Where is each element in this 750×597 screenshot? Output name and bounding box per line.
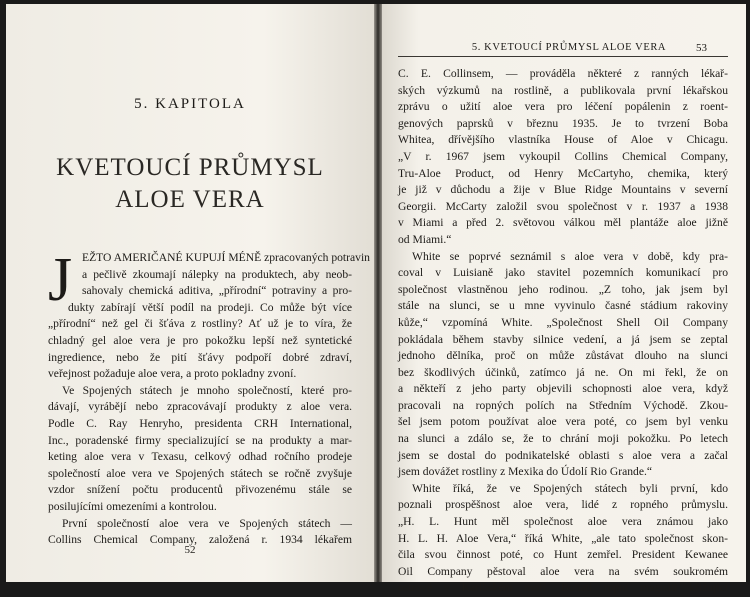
chapter-label: 5. KAPITOLA	[134, 96, 246, 112]
text-line: Tru-Aloe Product, od Henry McCartyho, chemika, který	[398, 166, 728, 180]
text-line: v Miami a před 2. světovou válkou měl plantáže aloe jižně	[398, 216, 728, 230]
text-line: chladný gel aloe vera je pro pokožku lepší než syntetické	[48, 333, 352, 347]
text-line: genových paprsků v březnu 1935. Je to tvrzení Boba	[398, 116, 728, 130]
text-line: čila svou činnost poté, co Hunt zemřel. President Kewanee	[398, 548, 728, 562]
running-head: 5. KVETOUCÍ PRŮMYSL ALOE VERA	[471, 42, 667, 53]
text-line: ostrově v Karibském moři. Bohatí ropní magnáti křižující	[398, 581, 728, 595]
text-line: dávají, vyrábějí nebo zpracovávají produkty z aloe vera.	[48, 400, 352, 414]
text-line: „přírodní“ než gel či šťáva z rostliny? Ať už je to víra, že	[48, 317, 352, 331]
right-page	[382, 4, 746, 595]
text-line: vzdor snížení počtu producentů přivozenému stále se	[48, 483, 352, 497]
text-line: veřejnost požaduje aloe vera, a proto pokladny zvoní.	[48, 367, 297, 381]
text-line: Podle C. Ray Henryho, presidenta CRH International,	[48, 416, 352, 430]
text-line: „V r. 1967 jsem vykoupil Collins Chemical Company,	[398, 149, 728, 163]
text-line: společností aloe vera ve Spojených státech se ročně zvyšuje	[48, 466, 352, 480]
text-line: poznali prospěšnost aloe vera, lidé z ropného průmyslu.	[398, 498, 728, 512]
text-line: Whitea, dřívějšího vlastníka House of Aloe v Chicagu.	[398, 133, 728, 147]
page-number-right: 53	[696, 42, 707, 54]
text-line: sahovaly chemická aditiva, „přírodní“ potraviny a pro-	[82, 284, 352, 298]
text-line: na slunci a zdálo se, že to chrání moji pokožku. Po letech	[398, 432, 728, 446]
chapter-title-line-1: KVETOUCÍ PRŮMYSL	[56, 154, 324, 181]
left-page	[6, 4, 374, 582]
page-number-left: 52	[184, 544, 196, 556]
chapter-title	[6, 152, 374, 216]
text-line: pracovali na ropných polích na Středním Východě. Zkou-	[398, 398, 728, 412]
text-line: kůže,“ vzpomíná White. „Společnost Shell Oil Company	[398, 315, 728, 329]
drop-cap: J	[48, 246, 73, 314]
right-body-text	[398, 66, 728, 597]
text-line: ských výzkumů na rostlině, a publikovala první lékařskou	[398, 83, 728, 97]
text-line: jsem dovážet rostliny z Mexika do Údolí Rio Grande.“	[398, 465, 653, 479]
text-line: šel jsem potom používat aloe vera poté, co jsem byl venku	[398, 415, 728, 429]
text-line: posilujícími omezeními a kontrolou.	[48, 499, 217, 513]
text-line: keting aloe vera v Texasu, celkový odhad ročního prodeje	[48, 450, 352, 464]
text-line: jsem se dostal do podnikatelské oblasti s aloe vera a začal	[398, 448, 728, 462]
text-line: jednoho dělníka, proč on může zůstávat dlouho na slunci	[398, 349, 728, 363]
text-line: je již v důchodu a žije v Blue Ridge Mountains v severní	[398, 183, 728, 197]
text-line: EŽTO AMERIČANÉ KUPUJÍ MÉNĚ zpracovaných potravin	[82, 251, 370, 264]
text-line: stále na slunci, se u mne vyvinulo časné stádium rakoviny	[398, 299, 728, 313]
text-line: C. E. Collinsem, — prováděla některé z ranných lékař-	[398, 67, 728, 80]
text-line: White říká, že ve Spojených státech byli první, kdo	[412, 481, 728, 495]
text-line: Inc., poradenské firmy specializující se na produkty a mar-	[48, 433, 352, 447]
text-line: coval v Luisianě jako stavitel pozemních komunikací pro	[398, 266, 728, 280]
header-rule	[398, 56, 728, 57]
text-line: dukty zabírají větší podíl na prodeji. Co může být více	[68, 300, 352, 314]
text-line: Collins Chemical Company, založená r. 1934 lékařem	[48, 533, 352, 547]
left-body-text	[48, 246, 370, 549]
text-line: a pečlivě zkoumají nálepky na produktech, aby neob-	[82, 267, 352, 281]
text-line: bez škodlivých účinků, zatímco já ne. On mi řekl, že on	[398, 365, 728, 379]
text-line: ingredience, nebo že pití šťávy podpoří dobré zdraví,	[48, 350, 352, 364]
text-line: a někteří z jeho party objevili schopnosti aloe vera, když	[398, 382, 728, 396]
chapter-title-line-2: ALOE VERA	[115, 186, 265, 213]
book-gutter	[374, 4, 382, 582]
text-line: zprávu o užití aloe vera pro léčení popálenin z roent-	[398, 100, 728, 114]
text-line: Ve Spojených státech je mnoho společností, které pro-	[62, 383, 352, 397]
book-spread	[6, 4, 746, 595]
text-line: White se poprvé seznámil s aloe vera v době, kdy pra-	[412, 249, 728, 263]
text-line: H. L. H. Aloe Vera,“ říká White, „ale tato společnost skon-	[398, 531, 728, 545]
text-line: Oil Company pěstoval aloe vera na svém soukromém	[398, 564, 728, 578]
text-line: od Miami.“	[398, 232, 452, 246]
text-line: První společností aloe vera ve Spojených státech —	[62, 516, 352, 530]
text-line: „H. L. Hunt měl společnost aloe vera známou jako	[398, 515, 728, 529]
text-line: společnost vlastněnou jeho rodinou. „Z toho, jak jsem byl	[398, 282, 728, 296]
text-line: Georgii. McCarty založil svou společnost v r. 1937 a 1938	[398, 199, 728, 213]
text-line: pokládala během stavby silnice vedení, a já jsem se zeptal	[398, 332, 728, 346]
bleed-through-text	[136, 26, 346, 38]
